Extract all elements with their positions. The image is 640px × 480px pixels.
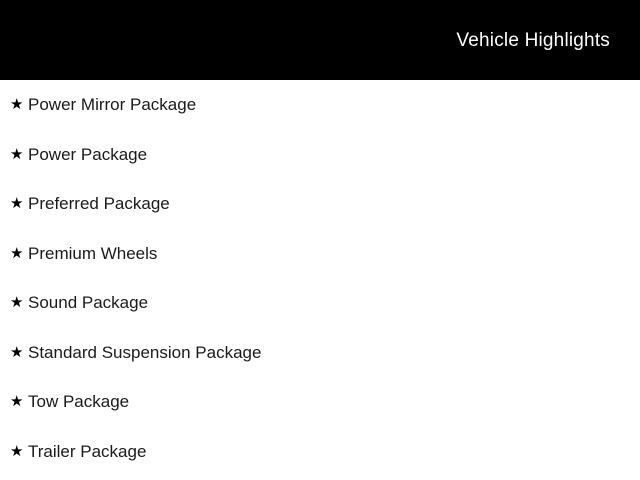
highlight-label: Premium Wheels [28,243,158,263]
highlight-label: Sound Package [28,293,149,313]
page-header [0,0,640,80]
star-icon: ★ [10,393,24,411]
star-icon: ★ [10,195,24,213]
star-icon: ★ [10,442,24,460]
star-icon: ★ [10,343,24,361]
list-item [0,80,640,130]
star-icon: ★ [10,294,24,312]
highlight-label: Trailer Package [28,441,147,461]
vehicle-highlights-list [0,80,640,476]
list-item [0,130,640,180]
star-icon: ★ [10,244,24,262]
highlight-label: Preferred Package [28,194,170,214]
list-item [0,328,640,378]
list-item [0,427,640,477]
highlight-label: Standard Suspension Package [28,342,262,362]
list-item [0,278,640,328]
highlight-label: Power Package [28,144,148,164]
list-item [0,377,640,427]
highlight-label: Power Mirror Package [28,95,197,115]
list-item [0,179,640,229]
star-icon: ★ [10,96,24,114]
list-item [0,229,640,279]
star-icon: ★ [10,145,24,163]
page-title: Vehicle Highlights [456,29,610,51]
highlight-label: Tow Package [28,392,130,412]
